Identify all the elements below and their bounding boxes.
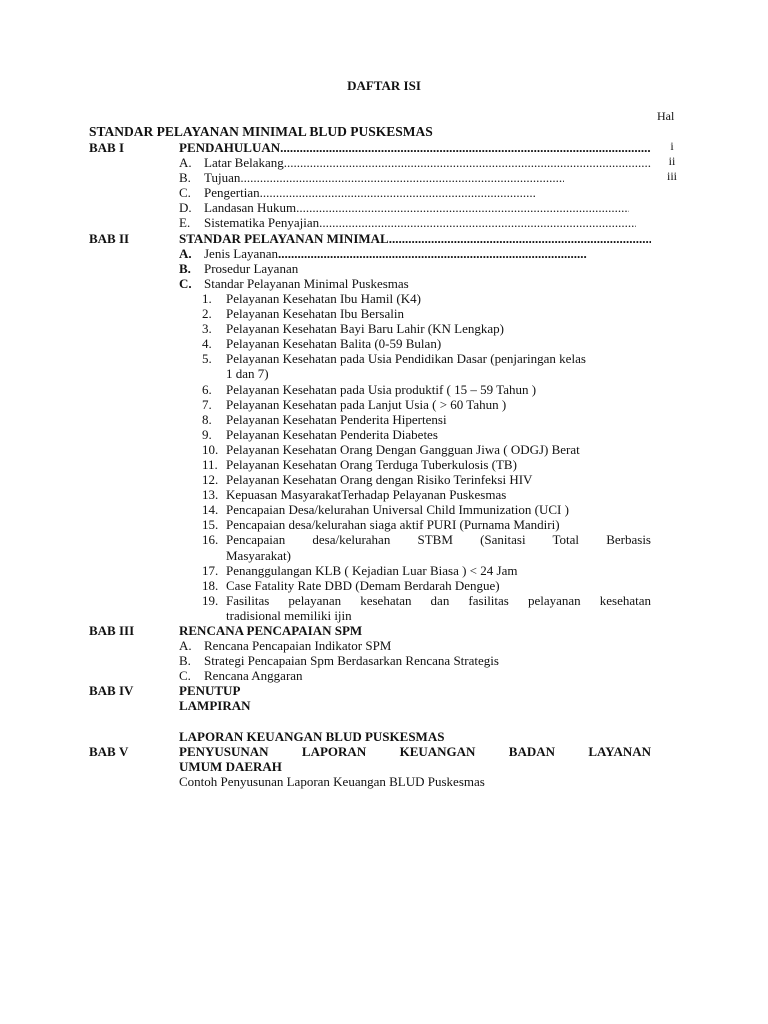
subitem-number: 3. <box>202 321 212 337</box>
subitem-text: Case Fatality Rate DBD (Demam Berdarah Dengue) <box>226 577 500 593</box>
item-letter: B. <box>179 653 191 669</box>
subitem-number: 6. <box>202 381 212 397</box>
subitem-text: Pelayanan Kesehatan Penderita Diabetes <box>226 426 438 442</box>
subitem-number: 17. <box>202 562 219 578</box>
toc-item <box>89 276 651 291</box>
toc-laporan-heading <box>89 729 651 744</box>
chapter-roman: IV <box>119 683 134 699</box>
toc-subitem <box>89 593 651 608</box>
toc-item <box>89 155 651 170</box>
subitem-text: Pelayanan Kesehatan Balita (0-59 Bulan) <box>226 336 442 352</box>
item-text: Prosedur Layanan <box>204 260 299 276</box>
toc-subitem <box>89 306 651 321</box>
toc-subitem <box>89 563 651 578</box>
item-text: Latar Belakang ..... <box>204 155 651 170</box>
subitem-number: 18. <box>202 577 219 593</box>
toc-subitem <box>89 442 651 457</box>
toc-item <box>89 215 651 230</box>
section-title: STANDAR PELAYANAN MINIMAL BLUD PUSKESMAS <box>89 124 433 139</box>
toc-item <box>89 170 651 185</box>
toc-subitem-continuation <box>89 608 651 623</box>
subitem-text: Pelayanan Kesehatan Penderita Hipertensi <box>226 411 447 427</box>
toc-chapter-4 <box>89 683 651 698</box>
toc-subitem <box>89 397 651 412</box>
page-number: iii <box>666 169 677 183</box>
subitem-text-continuation: tradisional memiliki ijin <box>226 607 352 623</box>
item-text: Standar Pelayanan Minimal Puskesmas <box>204 275 409 291</box>
toc-chapter-5 <box>89 744 651 759</box>
subitem-number: 19. <box>202 592 219 608</box>
toc-chapter-5-subtitle <box>89 774 651 789</box>
toc-subitem <box>89 291 651 306</box>
subitem-text: Pelayanan Kesehatan Orang Terduga Tuberkulosis (TB) <box>226 456 517 472</box>
toc-item <box>89 638 651 653</box>
toc-subitem-continuation <box>89 366 651 381</box>
subitem-number: 13. <box>202 487 219 503</box>
toc-subitem <box>89 457 651 472</box>
toc-item <box>89 246 651 261</box>
bab-label: BAB <box>89 623 116 638</box>
toc-subitem <box>89 382 651 397</box>
table-of-contents <box>89 140 651 789</box>
chapter-title: PENYUSUNAN LAPORAN KEUANGAN BADAN LAYANAN <box>179 743 651 759</box>
subitem-text: Pencapaian Desa/kelurahan Universal Child Immunization (UCI ) <box>226 502 569 518</box>
item-letter: D. <box>179 200 192 216</box>
chapter-title: STANDAR PELAYANAN MINIMAL ..... <box>179 231 651 246</box>
subitem-text-continuation: 1 dan 7) <box>226 366 269 382</box>
subitem-number: 12. <box>202 472 219 488</box>
item-text: Rencana Anggaran <box>204 668 303 684</box>
toc-subitem <box>89 578 651 593</box>
item-letter: A. <box>179 155 192 171</box>
item-letter: C. <box>179 668 191 684</box>
subitem-number: 11. <box>202 456 218 472</box>
toc-subitem <box>89 487 651 502</box>
item-text: Jenis Layanan ..... <box>204 246 587 261</box>
subitem-number: 16. <box>202 532 219 548</box>
subitem-text-continuation: Masyarakat) <box>226 547 291 563</box>
toc-item <box>89 185 651 200</box>
toc-chapter-2 <box>89 231 651 246</box>
chapter-title: PENDAHULUAN ..... <box>179 140 651 155</box>
subitem-text: Pelayanan Kesehatan Orang dengan Risiko Terinfeksi HIV <box>226 472 533 488</box>
item-letter: C. <box>179 185 191 201</box>
toc-chapter-5-continuation <box>89 759 651 774</box>
toc-lampiran <box>89 698 651 713</box>
subitem-text: Kepuasan MasyarakatTerhadap Pelayanan Puskesmas <box>226 487 507 503</box>
subitem-number: 1. <box>202 290 212 306</box>
page-number: i <box>670 139 674 153</box>
subitem-text: Pelayanan Kesehatan pada Lanjut Usia ( > 60 Tahun ) <box>226 396 507 412</box>
subitem-text: Pencapaian desa/kelurahan siaga aktif PURI (Purnama Mandiri) <box>226 517 560 533</box>
item-text: Strategi Pencapaian Spm Berdasarkan Rencana Strategis <box>204 653 499 669</box>
toc-subitem <box>89 472 651 487</box>
item-letter: B. <box>179 170 191 186</box>
subitem-text: Pencapaian desa/kelurahan STBM (Sanitasi Total Berbasis <box>226 532 651 548</box>
toc-subitem <box>89 412 651 427</box>
bab-label: BAB <box>89 683 116 699</box>
toc-chapter-1 <box>89 140 651 155</box>
toc-item <box>89 653 651 668</box>
chapter-title: PENUTUP <box>179 683 241 699</box>
item-letter: E. <box>179 215 191 231</box>
toc-subitem <box>89 532 651 547</box>
subitem-text: Pelayanan Kesehatan Ibu Hamil (K4) <box>226 290 421 306</box>
item-letter: A. <box>179 245 192 261</box>
chapter-roman: I <box>119 140 125 155</box>
toc-subitem <box>89 517 651 532</box>
subitem-text: Pelayanan Kesehatan Orang Dengan Gangguan Jiwa ( ODGJ) Berat <box>226 441 580 457</box>
toc-item <box>89 261 651 276</box>
subitem-text: Pelayanan Kesehatan Ibu Bersalin <box>226 306 404 322</box>
toc-item <box>89 200 651 215</box>
chapter-roman: V <box>119 743 129 759</box>
toc-subitem <box>89 321 651 336</box>
chapter-roman: II <box>119 230 130 246</box>
toc-subitem <box>89 502 651 517</box>
toc-subitem <box>89 427 651 442</box>
page-number: ii <box>668 154 676 168</box>
chapter-title: RENCANA PENCAPAIAN SPM <box>179 623 363 638</box>
page-column-header: Hal <box>657 109 675 123</box>
subitem-text: Pelayanan Kesehatan pada Usia produktif ( 15 – 59 Tahun ) <box>226 381 537 397</box>
toc-item <box>89 668 651 683</box>
item-text: Pengertian ..... <box>204 185 536 200</box>
toc-subitem <box>89 351 651 366</box>
subitem-number: 2. <box>202 306 212 322</box>
item-letter: C. <box>179 275 192 291</box>
subitem-number: 7. <box>202 396 212 412</box>
laporan-title: LAPORAN KEUANGAN BLUD PUSKESMAS <box>179 728 445 744</box>
toc-subitem-continuation <box>89 548 651 563</box>
item-text: Landasan Hukum ..... <box>204 200 629 215</box>
lampiran-heading: LAMPIRAN <box>179 698 251 714</box>
chapter-subtitle: Contoh Penyusunan Laporan Keuangan BLUD Puskesmas <box>179 773 485 789</box>
page-title: DAFTAR ISI <box>347 78 421 93</box>
bab-label: BAB <box>89 230 116 246</box>
item-letter: A. <box>179 638 192 654</box>
subitem-text: Pelayanan Kesehatan Bayi Baru Lahir (KN Lengkap) <box>226 321 504 337</box>
page-numbers <box>657 139 687 184</box>
item-letter: B. <box>179 260 191 276</box>
item-text: Tujuan ..... <box>204 170 564 185</box>
bab-label: BAB <box>89 743 116 759</box>
item-text: Sistematika Penyajian ..... <box>204 215 636 230</box>
subitem-text: Pelayanan Kesehatan pada Usia Pendidikan Dasar (penjaringan kelas <box>226 351 586 367</box>
subitem-text: Penanggulangan KLB ( Kejadian Luar Biasa ) < 24 Jam <box>226 562 518 578</box>
subitem-number: 5. <box>202 351 212 367</box>
subitem-text: Fasilitas pelayanan kesehatan dan fasilitas pelayanan kesehatan <box>226 592 651 608</box>
subitem-number: 10. <box>202 441 219 457</box>
toc-chapter-3 <box>89 623 651 638</box>
chapter-title-continuation: UMUM DAERAH <box>179 758 282 774</box>
subitem-number: 14. <box>202 502 219 518</box>
subitem-number: 9. <box>202 426 212 442</box>
chapter-roman: III <box>119 623 135 638</box>
item-text: Rencana Pencapaian Indikator SPM <box>204 638 392 654</box>
subitem-number: 15. <box>202 517 219 533</box>
subitem-number: 4. <box>202 336 212 352</box>
subitem-number: 8. <box>202 411 212 427</box>
toc-subitem <box>89 336 651 351</box>
bab-label: BAB <box>89 140 116 155</box>
